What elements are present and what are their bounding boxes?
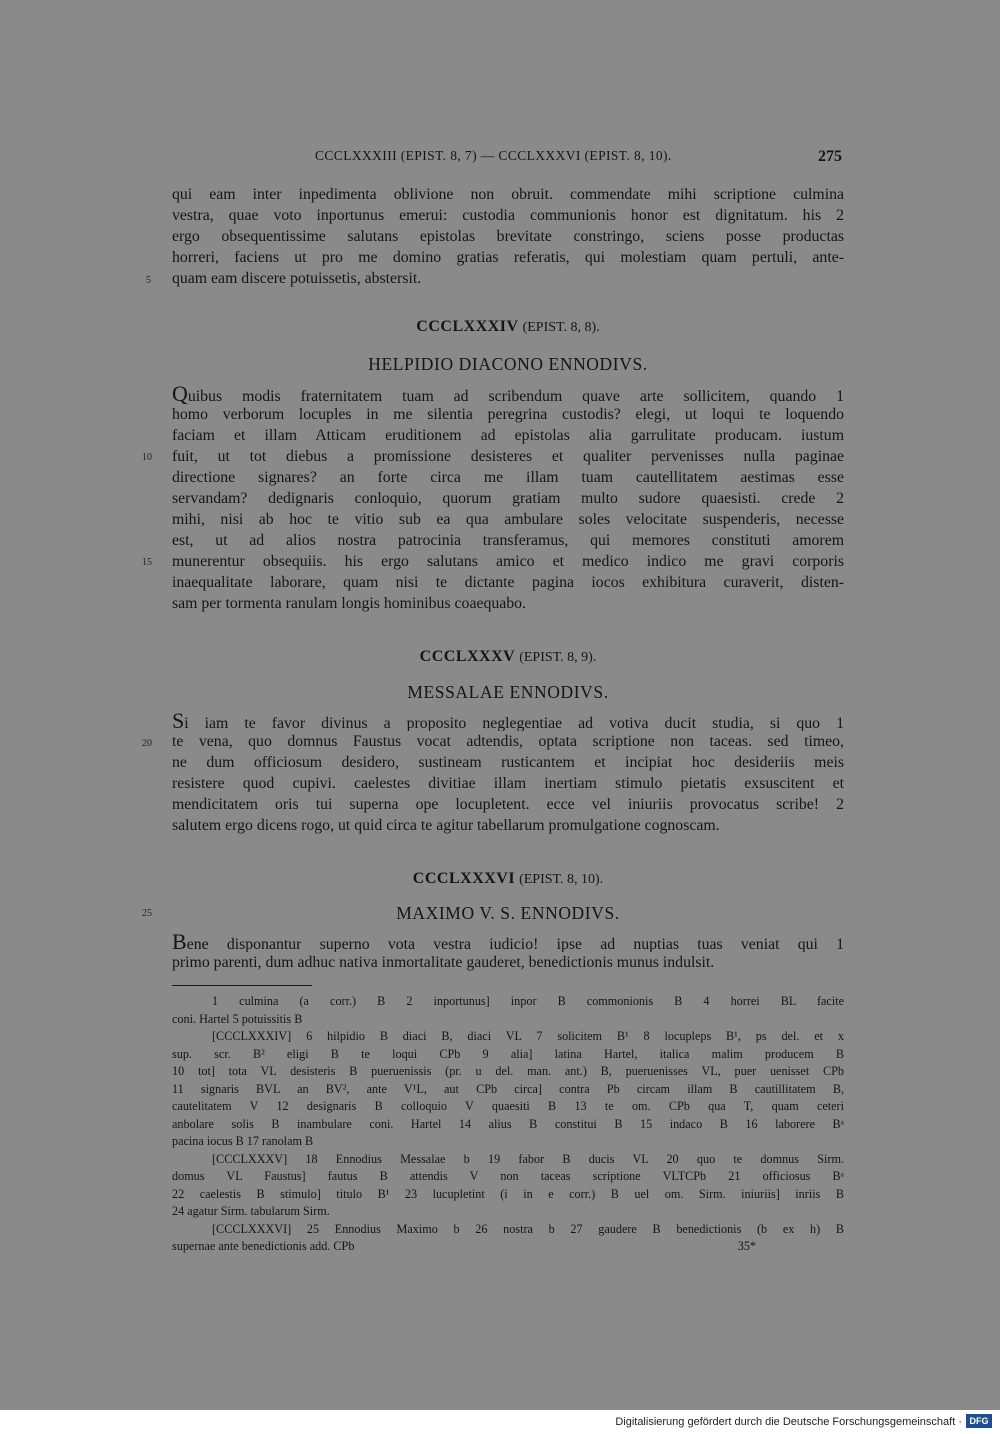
apparatus-line: sup. scr. B² eligi B te loqui CPb 9 alia] latina Hartel, italica malim producem B: [172, 1046, 844, 1061]
text-line: resistere quod cupivi. caelestes divitiae illam inertiam stimulo pietatis exsuscitent et: [172, 775, 844, 792]
apparatus-line: pacina iocus B 17 ranolam B: [172, 1134, 314, 1148]
intro-paragraph: [172, 184, 844, 289]
epist-reference: (EPIST. 8, 10).: [519, 872, 604, 887]
letter-body: [172, 931, 844, 973]
letter-addressee: HELPIDIO DIACONO ENNODIVS.: [368, 354, 648, 374]
letter-body: [172, 383, 844, 614]
apparatus-line: 1 culmina (a corr.) B 2 inportunus] inpor B commonionis B 4 horrei BL facite: [212, 994, 844, 1008]
footnote-divider: [172, 985, 312, 986]
text-line: vestra, quae voto inportunus emerui: custodia communionis honor est dignitatum. his 2: [172, 207, 844, 224]
text-line: est, ut ad alios nostra patrocinia transferamus, qui memores constituti amorem: [172, 532, 844, 549]
signature-mark: 35*: [737, 1239, 756, 1253]
letter-roman-numeral: CCCLXXXV: [419, 648, 516, 665]
footer-credit: Digitalisierung gefördert durch die Deutsche Forschungsgemeinschaft ·: [615, 1416, 962, 1428]
apparatus-line: 22 caelestis B stimulo] titulo B¹ 23 lucupletint (i in e corr.) B uel om. Sirm. iniuriis] inriis B: [172, 1186, 844, 1201]
drop-cap: Q: [172, 383, 188, 404]
apparatus-line: [CCCLXXXV] 18 Ennodius Messalae b 19 fabor B ducis VL 20 quo te domnus Sirm.: [212, 1151, 844, 1166]
apparatus-line: domus VL Faustus] fautus B attendis V non taceas scriptione VLTCPb 21 officiosus Bᵃ: [172, 1169, 844, 1183]
text-line: mihi, nisi ab hoc te vitio sub ea qua ambulare soles velocitate suspenderis, necesse: [172, 511, 844, 528]
text-line: munerentur obsequiis. his ergo salutans amico et medico indico me gravi corporis: [172, 553, 844, 570]
text-line: [172, 710, 844, 731]
text-line: fuit, ut tot diebus a promissione desisteres et qualiter pervenisses nulla paginae: [172, 448, 844, 465]
text-line-content: i iam te favor divinus a proposito neglegentiae ad votiva ducit studia, si quo 1: [184, 715, 844, 731]
letter-addressee: MAXIMO V. S. ENNODIVS.: [396, 903, 620, 923]
apparatus-line: [CCCLXXXVI] 25 Ennodius Maximo b 26 nostra b 27 gaudere B benedictionis (b ex h) B: [212, 1221, 844, 1236]
running-head: CCCLXXXIII (EPIST. 8, 7) — CCCLXXXVI (EPIST. 8, 10).: [315, 148, 672, 163]
text-line: homo verborum locuples in me silentia peregrina custodis? elegi, ut loqui te loquendo: [172, 406, 844, 423]
text-line: quam eam discere potuissetis, abstersit.: [172, 270, 422, 287]
text-line: [172, 383, 844, 404]
text-line: ergo obsequentissime salutans epistolas brevitate constringo, sciens posse productas: [172, 228, 844, 245]
line-number: 20: [142, 738, 152, 749]
apparatus-line: 24 agatur Sirm. tabularum Sirm.: [172, 1204, 330, 1218]
text-line: directione signares? an forte circa me illam tuam cautellitatem aestimas esse: [172, 469, 844, 486]
text-line: ne dum officiosum desidero, sustineam rusticantem et incipiat hoc desideriis meis: [172, 754, 844, 771]
page-number: 275: [818, 148, 842, 165]
line-number: 25: [142, 908, 152, 919]
text-line: faciam et illam Atticam eruditionem ad epistolas alia garrulitate producam. iustum: [172, 427, 844, 444]
text-line: horreri, faciens ut pro me domino gratias referatis, qui molestiam quam pertuli, ante-: [172, 249, 844, 266]
letter-number: [172, 648, 844, 666]
dfg-logo-icon[interactable]: DFG: [966, 1414, 992, 1428]
text-line: mendicitatem oris tui superna ope locupletent. ecce vel iniuriis provocatus scribe! 2: [172, 796, 844, 813]
apparatus-line: anbolare solis B inambulare coni. Hartel 14 alius B constitui B 15 indaco B 16 laborere Bᵃ: [172, 1116, 844, 1131]
text-line: [172, 931, 844, 952]
text-line: qui eam inter inpedimenta oblivione non obruit. commendate mihi scriptione culmina: [172, 186, 844, 203]
epist-reference: (EPIST. 8, 8).: [522, 320, 600, 335]
letter-addressee: MESSALAE ENNODIVS.: [407, 682, 609, 702]
apparatus-line: cautelitatem V 12 designaris B colloquio V quaesiti B 13 te om. CPb qua T, quam ceteri: [172, 1099, 844, 1113]
line-number: 10: [142, 452, 152, 463]
apparatus-line: [172, 1238, 844, 1256]
text-line-content: ene disponantur superno vota vestra iudicio! ipse ad nuptias tuas veniat qui 1: [186, 936, 844, 952]
apparatus-line: [CCCLXXXIV] 6 hilpidio B diaci B, diaci VL 7 solicitem B¹ 8 locupleps B¹, ps del. et x: [212, 1029, 844, 1043]
letter-number: [172, 870, 844, 888]
text-line: sam per tormenta ranulam longis hominibus coaequabo.: [172, 595, 527, 612]
drop-cap: B: [172, 931, 187, 952]
epist-reference: (EPIST. 8, 9).: [519, 650, 597, 665]
letter-roman-numeral: CCCLXXXVI: [412, 870, 516, 887]
letter-body: [172, 710, 844, 836]
text-line-content: uibus modis fraternitatem tuam ad scribendum quave arte sollicitem, quando 1: [187, 388, 844, 404]
letter-roman-numeral: CCCLXXXIV: [416, 318, 519, 335]
critical-apparatus: [172, 993, 844, 1256]
apparatus-line: 11 signaris BVL an BV², ante V¹L, aut CPb circa] contra Pb circam illam B cautillitatem B,: [172, 1081, 844, 1096]
line-number: 5: [146, 275, 151, 286]
apparatus-line-content: supernae ante benedictionis add. CPb: [172, 1239, 355, 1253]
text-line: inaequalitate laborare, quam nisi te dictante pagina iocos exhibitura curaverit, disten-: [172, 574, 844, 591]
drop-cap: S: [172, 710, 185, 731]
apparatus-line: coni. Hartel 5 potuissitis B: [172, 1011, 303, 1026]
apparatus-line: 10 tot] tota VL desisteris B pueruenissis (pr. u del. man. ant.) B, pueruenisses VL, puer uenisset CPb: [172, 1064, 844, 1078]
text-line: te vena, quo domnus Faustus vocat adtendis, optata scriptione non taceas. sed timeo,: [172, 733, 844, 750]
text-line: servandam? dedignaris conloquio, quorum gratiam multo sudore quaesisti. crede 2: [172, 490, 844, 507]
line-number: 15: [142, 557, 152, 568]
text-line: salutem ergo dicens rogo, ut quid circa te agitur tabellarum promulgatione cognoscam.: [172, 817, 720, 834]
letter-number: [172, 318, 844, 336]
text-line: primo parenti, dum adhuc nativa inmortalitate gauderet, benedictionis munus indulsit.: [172, 954, 715, 971]
